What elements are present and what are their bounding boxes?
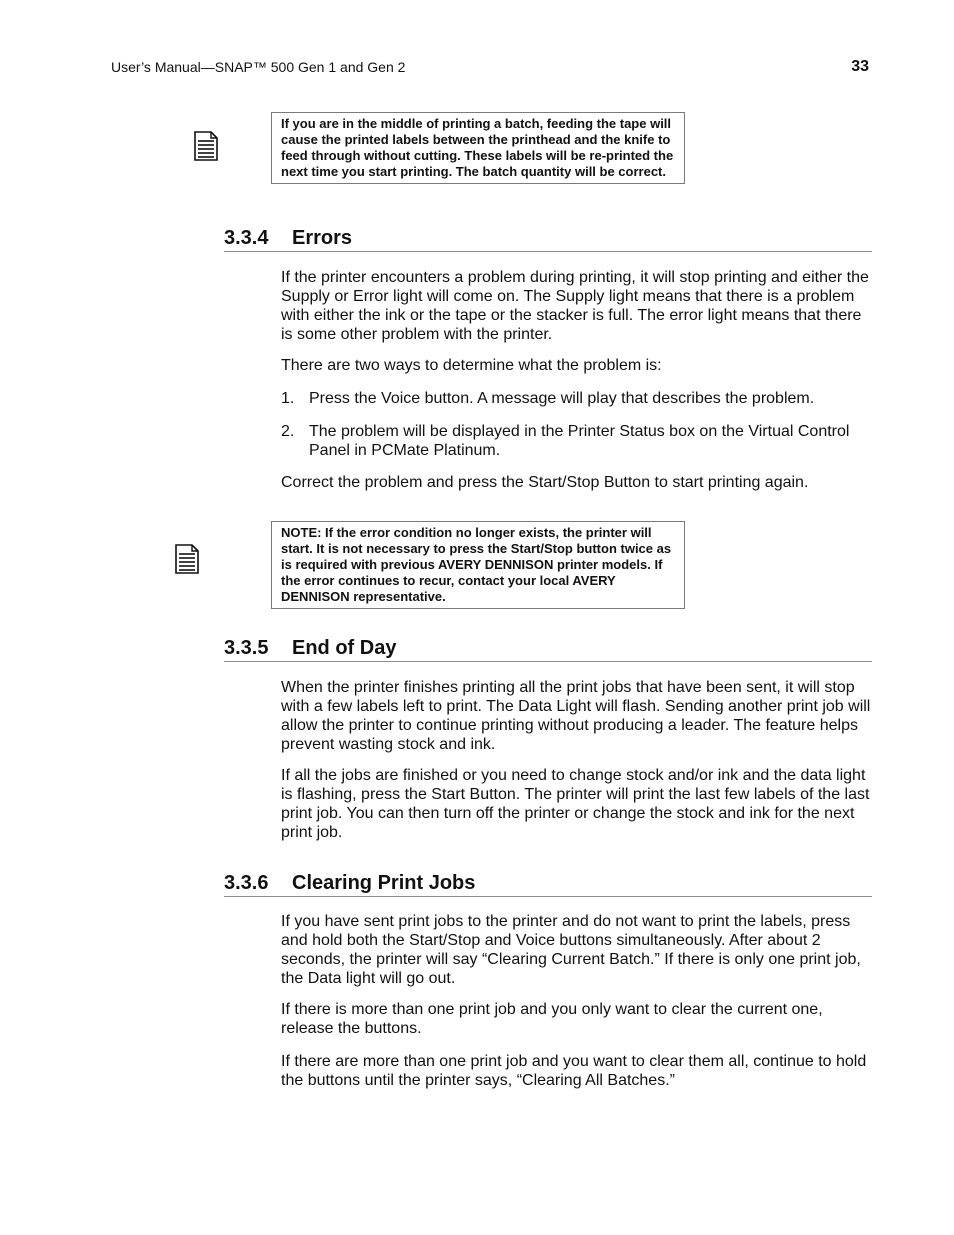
errors-paragraph-1: If the printer encounters a problem during printing, it will stop printing and either the Supply or Error light will come on. The Supply light means that there is a problem with either the ink or the tape or the stacker is full. The error light means that there is some other problem with the printer. [281, 269, 869, 343]
end-of-day-paragraph-2: If all the jobs are finished or you need to change stock and/or ink and the data light is flashing, press the Start Button. The printer will print the last few labels of the last print job. You can then turn off the printer or change the stock and ink for the next print job. [281, 767, 870, 841]
section-title: Clearing Print Jobs [292, 872, 476, 894]
running-header-title: User’s Manual—SNAP™ 500 Gen 1 and Gen 2 [111, 59, 406, 75]
section-heading-errors [224, 226, 872, 252]
section-number: 3.3.6 [224, 872, 269, 894]
clearing-paragraph-3: If there are more than one print job and you want to clear them all, continue to hold the buttons until the printer says, “Clearing All Batches.” [281, 1053, 867, 1089]
list-item-text: The problem will be displayed in the Printer Status box on the Virtual Control Panel in PCMate Platinum. [309, 423, 850, 459]
note-icon [194, 131, 218, 161]
list-marker: 1. [281, 390, 295, 407]
errors-paragraph-3: Correct the problem and press the Start/Stop Button to start printing again. [281, 474, 809, 491]
note-box-batch-feed: If you are in the middle of printing a batch, feeding the tape will cause the printed labels between the printhead and the knife to feed through without cutting. These labels will be re-printed the next time you start printing. The batch quantity will be correct. [271, 112, 685, 184]
clearing-paragraph-1: If you have sent print jobs to the printer and do not want to print the labels, press and hold both the Start/Stop and Voice buttons simultaneously. After about 2 seconds, the printer will say “Clearing Current Batch.” If there is only one print job, the Data light will go out. [281, 913, 861, 987]
section-heading-clearing-print-jobs [224, 871, 872, 897]
list-item-text: Press the Voice button. A message will play that describes the problem. [309, 390, 815, 407]
note-box-error-condition: NOTE: If the error condition no longer exists, the printer will start. It is not necessary to press the Start/Stop button twice as is required with previous AVERY DENNISON printer models. If the error continues to recur, contact your local AVERY DENNISON representative. [271, 521, 685, 609]
end-of-day-paragraph-1: When the printer finishes printing all the print jobs that have been sent, it will stop with a few labels left to print. The Data Light will flash. Sending another print job will allow the printer to continue printing without producing a leader. The feature helps prevent wasting stock and ink. [281, 679, 871, 753]
clearing-paragraph-2: If there is more than one print job and you only want to clear the current one, release the buttons. [281, 1001, 823, 1037]
list-item [281, 389, 873, 408]
errors-paragraph-2: There are two ways to determine what the problem is: [281, 357, 662, 374]
page-number: 33 [851, 58, 869, 75]
list-item [281, 422, 873, 460]
list-marker: 2. [281, 423, 295, 440]
section-title: Errors [292, 227, 353, 249]
section-heading-end-of-day [224, 636, 872, 662]
section-number: 3.3.5 [224, 637, 269, 659]
note-icon [175, 544, 199, 574]
section-number: 3.3.4 [224, 227, 269, 249]
section-title: End of Day [292, 637, 397, 659]
